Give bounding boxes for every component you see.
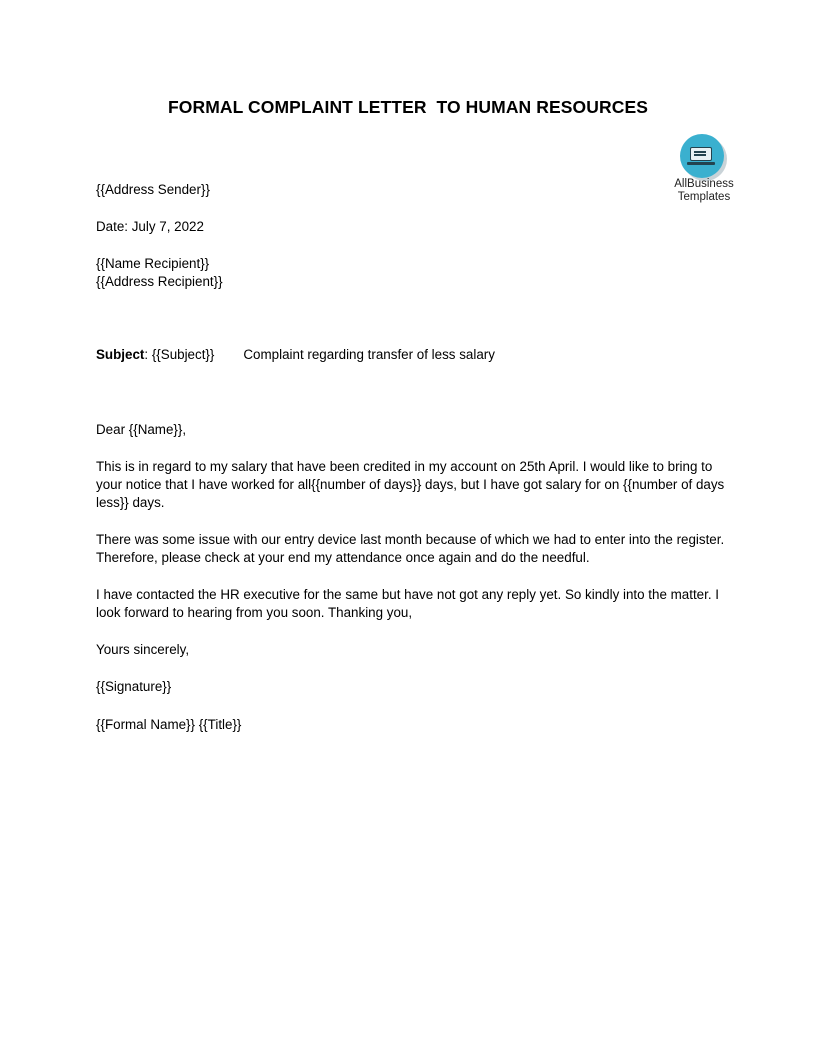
letter-title: FORMAL COMPLAINT LETTER TO HUMAN RESOURCES	[167, 97, 649, 117]
address-recipient: {{Address Recipient}}	[96, 274, 223, 289]
letter-date: Date: July 7, 2022	[96, 219, 204, 234]
logo-text	[668, 178, 740, 204]
subject-text: Complaint regarding transfer of less salary	[243, 347, 495, 362]
subject-label: Subject	[96, 347, 145, 362]
body-paragraph-1: This is in regard to my salary that have been credited in my account on 25th April. I would like to bring to your notice that I have worked for all{{number of days}} days, but I have got salary for on {{number of days less}} days.	[96, 459, 725, 510]
subject-line	[96, 346, 495, 364]
logo-brand-line2: Templates	[677, 191, 731, 203]
name-recipient: {{Name Recipient}}	[96, 256, 210, 271]
laptop-icon	[690, 147, 712, 161]
signature: {{Signature}}	[96, 679, 172, 694]
address-sender: {{Address Sender}}	[96, 182, 210, 197]
closing: Yours sincerely,	[96, 642, 190, 657]
body-paragraph-3: I have contacted the HR executive for the same but have not got any reply yet. So kindly into the matter. I look forward to hearing from you soon. Thanking you,	[96, 587, 720, 620]
salutation: Dear {{Name}},	[96, 422, 187, 437]
subject-placeholder: : {{Subject}}	[144, 347, 215, 362]
body-paragraph-2: There was some issue with our entry device last month because of which we had to enter into the register. Therefore, please check at your end my attendance once again and do the needful.	[96, 532, 725, 565]
logo-brand-line1: AllBusiness	[674, 178, 734, 190]
formal-name-title: {{Formal Name}} {{Title}}	[96, 717, 242, 732]
logo-badge	[680, 134, 724, 178]
allbusiness-templates-logo	[668, 134, 740, 208]
laptop-base	[687, 162, 715, 165]
